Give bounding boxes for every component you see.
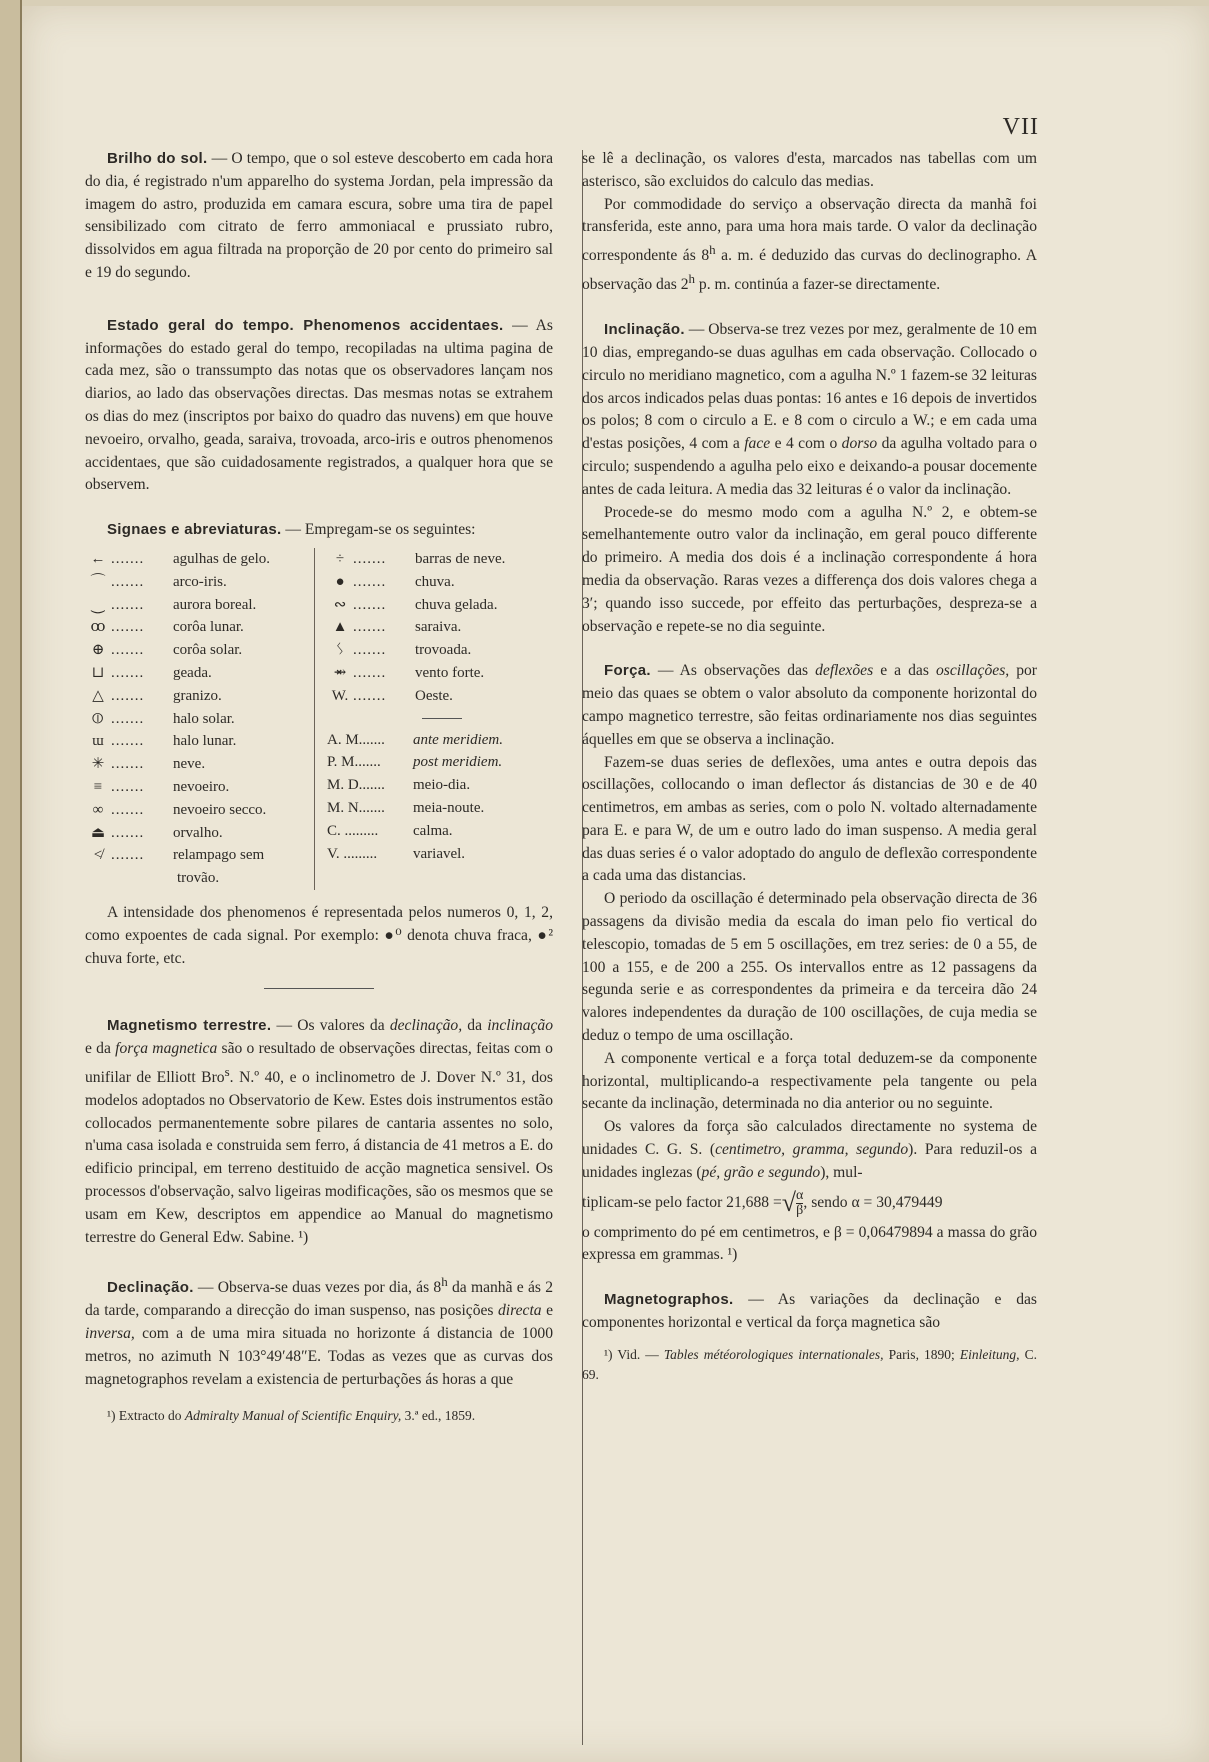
heading-declinacao: Declinação. xyxy=(107,1279,194,1297)
symbol-row xyxy=(85,685,310,708)
paragraph-intensidade: A intensidade dos phenomenos é representada pelos numeros 0, 1, 2, como expoentes de cada signal. Por exemplo: ●⁰ denota chuva fraca, ●² chuva forte, etc. xyxy=(85,903,553,967)
paragraph-fazem: Fazem-se duas series de deflexões, uma antes e outra depois das oscillações, collocando o iman deflector ás distancias de 30 e de 40 centimetros, em ambas as series, com o polo N. voltado alternadamente para E. e para W, de um e outro lado do iman suspenso. A media geral das duas series é o valor adoptado do angulo de deflexão correspondente a cada uma das distancias. xyxy=(582,753,1037,885)
text: da agulha voltado para o circulo; suspendendo a agulha pelo eixo e deixando-a pousar docemente antes de cada leitura. A media das 32 leituras é o valor da inclinação. xyxy=(582,435,1038,498)
text: . N.º 40, e o inclinometro de J. Dover N.º 31, dos modelos adoptados no Observatorio de Kew. Estes dois instrumentos estão collocados permanentemente sobre pilares de cantaria assentes no solo, n'uma casa isolada e construida sem ferro, á distancia de 41 metros a E. do edificio principal, em terreno destituido de acção magnetica sensivel. Os processos d'observação, salvo ligeiras modificações, são os mesmos que se usam em Kew, descriptos em appendice ao Manual do magnetismo terrestre do General Edw. Sabine. ¹) xyxy=(85,1069,553,1246)
symbol-label: calma. xyxy=(413,822,453,839)
right-column xyxy=(582,148,1057,1385)
paragraph-componente: A componente vertical e a força total deduzem-se da componente horizontal, multiplicando-a respectivamente pela tangente ou pela secante da inclinação, determinada no dia anterior ou no seguinte. xyxy=(582,1049,1037,1113)
symbol-row xyxy=(327,571,547,594)
paragraph-inclinacao xyxy=(582,319,1037,501)
text: da xyxy=(462,1017,488,1035)
leader-dots: ....... xyxy=(111,573,145,590)
leader-dots: ....... xyxy=(353,596,387,613)
text: — As observações das xyxy=(650,662,816,680)
paragraph-forca xyxy=(582,660,1037,751)
abbreviation-row xyxy=(327,774,547,797)
weather-symbol-icon: ⦶ xyxy=(92,710,104,727)
abbreviation: M. D....... xyxy=(327,777,385,794)
leader-dots: ....... xyxy=(111,733,145,750)
italic-text: directa xyxy=(497,1302,542,1320)
leader-dots: ....... xyxy=(353,642,387,659)
symbols-right-list xyxy=(315,548,547,890)
section-rule xyxy=(264,988,374,989)
symbol-label: barras de neve. xyxy=(415,550,506,567)
weather-symbol-icon: ⏝ xyxy=(90,596,106,613)
symbol-row xyxy=(85,571,310,594)
weather-symbol-icon: ✳ xyxy=(91,756,105,773)
heading-magnetographos: Magnetographos. xyxy=(604,1291,734,1309)
symbols-table xyxy=(85,548,553,890)
paragraph-signaes xyxy=(85,519,553,542)
italic-text: Einleitung, xyxy=(959,1346,1020,1362)
italic-text: inclinação xyxy=(487,1017,554,1035)
text: e da xyxy=(85,1040,116,1058)
leader-dots: ....... xyxy=(111,710,145,727)
text: Por commodidade do serviço a observação directa da manhã foi transferida, este anno, para uma hora mais tarde. O valor da declinação correspondente ás 8 xyxy=(582,195,1037,265)
heading-signaes: Signaes e abreviaturas. xyxy=(107,521,282,539)
leader-dots: ....... xyxy=(111,778,145,795)
leader-dots: ....... xyxy=(111,801,145,818)
italic-text: face xyxy=(744,435,771,453)
text: — Os valores da xyxy=(271,1017,390,1035)
italic-text: declinação, xyxy=(389,1017,463,1035)
symbol-row xyxy=(85,662,310,685)
text: a. m. é deduzido das curvas do declinographo. A observação das 2 xyxy=(582,247,1037,294)
leader-dots: ....... xyxy=(111,687,145,704)
weather-symbol-icon: ᛊ xyxy=(335,642,345,659)
symbol-row xyxy=(85,730,310,753)
symbol-label: vento forte. xyxy=(415,664,485,681)
symbol-label: nevoeiro secco. xyxy=(173,801,267,818)
leader-dots: ....... xyxy=(111,619,145,636)
leader-dots: ....... xyxy=(353,664,387,681)
leader-dots: ....... xyxy=(111,642,145,659)
abbreviation-row xyxy=(327,797,547,820)
weather-symbol-icon: ∾ xyxy=(333,596,347,613)
symbol-label: chuva. xyxy=(415,573,455,590)
paragraph-periodo: O periodo da oscillação é determinado pela observação directa de 36 passagens da divisão media da escala do iman pelo fio vertical do telescopio, tomadas de 5 em 5 oscillações, em trez series: de 0 a 55, de 100 a 155, e de 200 a 255. Os intervallos entre as 12 passagens da segunda serie e as correspondentes da primeira e da terceira dão 24 valores independentes da duração de 100 oscillações, de cuja media se deduz o tempo de uma oscillação. xyxy=(582,890,1037,1045)
abbreviation-row xyxy=(327,729,547,752)
symbol-row xyxy=(327,548,547,571)
leader-dots: ....... xyxy=(353,573,387,590)
symbol-label: corôa lunar. xyxy=(173,619,244,636)
symbol-row xyxy=(85,753,310,776)
italic-text: Admiralty Manual of Scientific Enquiry, xyxy=(184,1407,402,1423)
weather-symbol-icon: W. xyxy=(331,687,349,704)
symbol-row xyxy=(85,844,310,867)
text: Vid. — xyxy=(612,1346,664,1362)
paragraph-valores xyxy=(582,1116,1037,1184)
text: p. m. continúa a fazer-se directamente. xyxy=(695,276,941,294)
symbol-label: chuva gelada. xyxy=(415,596,498,613)
fraction-denominator: β xyxy=(796,1202,804,1218)
symbol-label: nevoeiro. xyxy=(173,778,230,795)
text: com a de uma mira situada no horizonte á distancia de 1000 metros, no azimuth N 103°49′48″E. Todas as vezes que as curvas dos magnetographos revelam a existencia de perturbações ás horas a que xyxy=(85,1325,553,1388)
text: ). Para reduzil-os a unidades inglezas ( xyxy=(582,1141,1037,1181)
symbol-row xyxy=(327,639,547,662)
symbol-label: halo lunar. xyxy=(173,733,237,750)
symbol-row xyxy=(85,616,310,639)
footnote-marker: ¹) xyxy=(107,1407,116,1423)
symbol-label: halo solar. xyxy=(173,710,235,727)
symbol-row xyxy=(85,799,310,822)
symbol-row xyxy=(327,616,547,639)
leader-dots: ....... xyxy=(111,824,145,841)
symbol-row xyxy=(85,639,310,662)
symbol-label: arco-iris. xyxy=(173,573,227,590)
text: da manhã e ás 2 da tarde, comparando a direcção do iman suspenso, nas posições xyxy=(85,1279,553,1320)
heading-forca: Força. xyxy=(604,662,651,680)
text: e xyxy=(541,1302,553,1320)
paragraph-declinacao xyxy=(85,1271,553,1391)
symbol-label: post meridiem. xyxy=(413,754,503,771)
symbols-left-list xyxy=(85,548,315,890)
paragraph-magnetismo xyxy=(85,1015,553,1249)
footnote-right xyxy=(582,1345,1037,1385)
symbol-label: geada. xyxy=(173,664,212,681)
symbol-label: aurora boreal. xyxy=(173,596,257,613)
weather-symbol-icon: ⌒ xyxy=(90,573,106,590)
weather-symbol-icon: ≡ xyxy=(93,778,103,795)
weather-symbol-icon: ⊔ xyxy=(91,664,105,681)
weather-symbol-icon: ⏏ xyxy=(90,824,106,841)
symbol-label: meia-noute. xyxy=(413,799,485,816)
abbreviation-row xyxy=(327,843,547,866)
paragraph-procede: Procede-se do mesmo modo com a agulha N.º 2, e obtem-se semelhantemente outro valor da inclinação, em geral pouco differente do primeiro. A media dos dois é a inclinação correspondente á hora media da observação. Raras vezes a differença dos dois valores chega a 3′; quando isso succede, por effeito das perturbações, despreza-se a observação e repete-se no dia seguinte. xyxy=(582,503,1037,635)
superscript: h xyxy=(441,1274,448,1290)
symbol-label: variavel. xyxy=(413,845,466,862)
symbol-label: agulhas de gelo. xyxy=(173,550,271,567)
heading-brilho: Brilho do sol. xyxy=(107,150,208,167)
footnote-marker: ¹) xyxy=(604,1346,613,1362)
symbol-row xyxy=(85,822,310,845)
formula-text: , sendo α = 30,479449 xyxy=(803,1193,943,1211)
superscript: s xyxy=(224,1063,230,1079)
book-spine xyxy=(0,0,22,1762)
symbol-row xyxy=(85,548,310,571)
abbreviation: C. ......... xyxy=(327,822,379,839)
paragraph-estado xyxy=(85,315,553,497)
symbol-label: orvalho. xyxy=(173,824,223,841)
weather-symbol-icon: ɯ xyxy=(92,733,104,750)
symbol-label: Oeste. xyxy=(415,687,453,704)
text-estado: — As informações do estado geral do tempo, recopiladas na ultima pagina de cada mez, são o transsumpto das notas que os observadores lançam nos diarios, ao lado das observações directas. Das mesmas notas se extrahem os dias do mez (inscriptos por baixo do quadro das nuvens) em que houve nevoeiro, orvalho, geada, saraiva, trovoada, arco-iris e outros phenomenos accidentaes, que são cuidadosamente registrados, a qualquer hora que se observem. xyxy=(85,316,553,494)
heading-estado: Estado geral do tempo. Phenomenos accidentaes. xyxy=(107,316,504,334)
text: ), mul- xyxy=(820,1163,863,1181)
italic-text: centimetro, gramma, segundo xyxy=(715,1141,909,1159)
symbol-row xyxy=(327,594,547,617)
formula-text: tiplicam-se pelo factor 21,688 = xyxy=(582,1193,782,1211)
abbreviation: A. M....... xyxy=(327,731,385,748)
italic-text: força magnetica xyxy=(115,1040,218,1058)
text: são o resultado de observações directas, feitas com o unifilar de Elliott Bro xyxy=(85,1040,553,1087)
text: 3.ª ed., 1859. xyxy=(401,1407,476,1423)
text: Extracto do xyxy=(115,1407,185,1423)
abbreviation: P. M....... xyxy=(327,754,381,771)
text: e 4 com o xyxy=(770,435,842,453)
italic-text: inversa, xyxy=(85,1325,135,1343)
superscript: h xyxy=(709,242,716,258)
italic-text: dorso xyxy=(841,435,878,453)
weather-symbol-icon: ∞ xyxy=(92,801,104,818)
paragraph-comodidade xyxy=(582,194,1037,298)
weather-symbol-icon: △ xyxy=(92,687,104,704)
text: por meio das quaes se obtem o valor absoluto da componente horizontal do campo magnetico terrestre, são feitas ordinariamente nos dias seguintes áquelles em que se observa a inclinação. xyxy=(582,662,1037,748)
symbol-label: relampago sem xyxy=(173,847,265,864)
symbol-row xyxy=(85,776,310,799)
weather-symbol-icon: ← xyxy=(90,550,106,567)
heading-magnetismo: Magnetismo terrestre. xyxy=(107,1017,272,1035)
symbol-label: saraiva. xyxy=(415,619,462,636)
page-number: VII xyxy=(1002,114,1039,140)
abbreviation-row xyxy=(327,820,547,843)
paragraph-magnetographos xyxy=(582,1289,1037,1335)
text: — Observa-se duas vezes por dia, ás 8 xyxy=(193,1279,442,1297)
symbol-label: ante meridiem. xyxy=(413,731,503,748)
abbreviation-row xyxy=(327,751,547,774)
leader-dots: ....... xyxy=(111,596,145,613)
leader-dots: ....... xyxy=(111,847,145,864)
paragraph-brilho xyxy=(85,148,553,285)
weather-symbol-icon: ▲ xyxy=(332,619,348,636)
fraction-numerator: α xyxy=(796,1187,804,1203)
paragraph-formula-rest: o comprimento do pé em centimetros, e β = 0,06479894 a massa do grão expressa em grammas. ¹) xyxy=(582,1223,1037,1264)
footnote-left xyxy=(85,1406,553,1426)
leader-dots: ....... xyxy=(111,664,145,681)
abbreviation: M. N....... xyxy=(327,799,385,816)
text: — As variações da declinação e das componentes horizontal e vertical da força magnetica são xyxy=(582,1291,1037,1332)
weather-symbol-icon: ꝏ xyxy=(90,619,106,636)
symbol-label: corôa solar. xyxy=(173,642,243,659)
leader-dots: ....... xyxy=(111,756,145,773)
text-brilho: — O tempo, que o sol esteve descoberto em cada hora do dia, é registrado n'um apparelho do systema Jordan, pela impressão da imagem do astro, produzida em camara escura, sobre uma tira de papel sensibilizado com citrato de ferro ammoniacal e prussiato rubro, dissolvidos em agua filtrada na proporção de 20 por cento do primeiro sal e 19 do segundo. xyxy=(85,150,553,281)
short-rule xyxy=(422,718,462,719)
symbol-label: granizo. xyxy=(173,687,222,704)
sqrt-sign: √ xyxy=(781,1187,797,1217)
left-column xyxy=(85,148,553,1426)
text: — Observa-se trez vezes por mez, geralmente de 10 em 10 dias, empregando-se duas agulhas em cada observação. Collocado o circulo no meridiano magnetico, com a agulha N.º 1 fazem-se 32 leituras dos arcos indicados pelas duas pontas: 16 antes e 16 depois de invertidos os polos; 8 com o circulo a E. e 8 com o circulo a W.; e em cada uma d'estas posições, 4 com a xyxy=(582,321,1037,453)
text-signaes: — Empregam-se os seguintes: xyxy=(281,521,476,539)
text: e a das xyxy=(873,662,936,680)
weather-symbol-icon: ⊕ xyxy=(91,642,105,659)
weather-symbol-icon: ≮ xyxy=(93,847,103,864)
italic-text: Tables météorologiques internationales, xyxy=(663,1346,884,1362)
symbol-label: meio-dia. xyxy=(413,777,471,794)
italic-text: deflexões xyxy=(815,662,874,680)
text: C. 69. xyxy=(582,1346,1037,1382)
symbol-row xyxy=(85,594,310,617)
weather-symbol-icon: ÷ xyxy=(335,550,345,567)
weather-symbol-icon: ● xyxy=(335,573,345,590)
text: Paris, 1890; xyxy=(883,1346,960,1362)
symbol-row xyxy=(85,708,310,731)
paragraph-continuation: se lê a declinação, os valores d'esta, marcados nas tabellas com um asterisco, são excluidos do calculo das medias. xyxy=(582,150,1037,190)
formula-line xyxy=(582,1189,1037,1218)
abbreviation: V. ......... xyxy=(327,845,378,862)
weather-symbol-icon: ⥇ xyxy=(333,664,347,681)
symbol-label-continuation: trovão. xyxy=(177,870,220,887)
symbol-label: neve. xyxy=(173,756,206,773)
leader-dots: ....... xyxy=(353,687,387,704)
heading-inclinacao: Inclinação. xyxy=(604,321,685,339)
symbol-row xyxy=(327,685,547,708)
text: Os valores da força são calculados directamente no systema de unidades C. G. S. ( xyxy=(582,1118,1037,1159)
italic-text: oscillações, xyxy=(935,662,1010,680)
symbol-label: trovoada. xyxy=(415,642,472,659)
leader-dots: ....... xyxy=(353,619,387,636)
leader-dots: ....... xyxy=(353,550,387,567)
italic-text: pé, grão e segundo xyxy=(701,1163,821,1181)
superscript: h xyxy=(688,271,696,287)
symbol-row xyxy=(327,662,547,685)
leader-dots: ....... xyxy=(111,550,145,567)
